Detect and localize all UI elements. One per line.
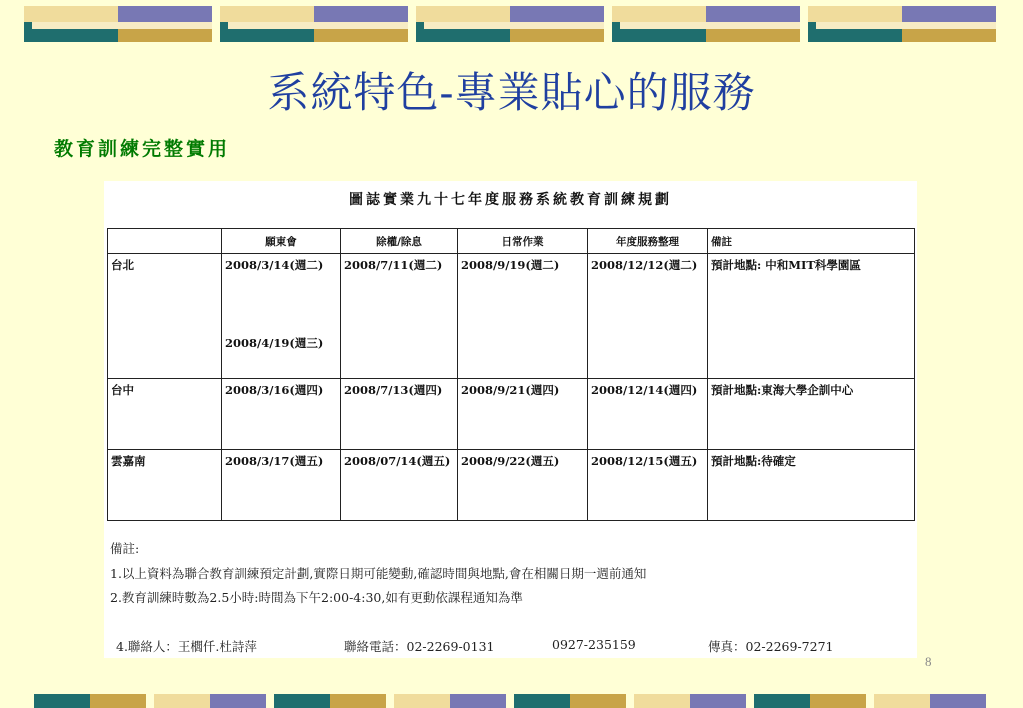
table-row [108,379,915,450]
column-header: 願東會 [222,229,341,254]
note-cell: 預計地點:東海大學企訓中心 [708,379,915,450]
column-header: 日常作業 [458,229,588,254]
date-cell: 2008/12/14(週四) [588,379,708,450]
note-line-2: 2.教育訓練時數為2.5小時:時間為下午2:00-4:30,如有更動依課程通知為準 [110,590,523,605]
date-cell: 2008/3/16(週四) [222,379,341,450]
note-cell: 預計地點:待確定 [708,450,915,521]
deco-block-5 [808,6,996,42]
date-cell [222,254,341,379]
deco-block-4 [612,6,800,42]
table-row [108,450,915,521]
date-cell: 2008/07/14(週五) [341,450,458,521]
training-schedule-panel [104,181,917,658]
date-cell: 2008/12/12(週二) [588,254,708,379]
date-cell: 2008/7/13(週四) [341,379,458,450]
slide-subtitle: 教育訓練完整實用 [54,138,231,160]
bottom-decorative-bars [0,694,1023,708]
deco-block-3 [416,6,604,42]
date-cell: 2008/3/17(週五) [222,450,341,521]
contact-person: 4.聯絡人：王櫚仟.杜詩萍 [116,639,257,654]
note-line-1: 1.以上資料為聯合教育訓練預定計劃,實際日期可能變動,確認時間與地點,會在相關日期一週前通知 [110,566,647,581]
date-cell: 2008/9/19(週二) [458,254,588,379]
schedule-title: 圖誌實業九十七年度服務系統教育訓練規劃 [349,192,672,208]
column-header: 年度服務整理 [588,229,708,254]
schedule-table [107,228,915,521]
date-text: 2008/3/14(週二) [225,258,324,272]
deco-block-2 [220,6,408,42]
table-header-row [108,229,915,254]
region-cell: 台中 [108,379,222,450]
slide-title: 系統特色-專業貼心的服務 [267,68,756,117]
region-cell: 台北 [108,254,222,379]
column-header [108,229,222,254]
date-cell: 2008/7/11(週二) [341,254,458,379]
notes-header: 備註: [110,541,140,556]
column-header: 備註 [708,229,915,254]
note-cell: 預計地點: 中和MIT科學園區 [708,254,915,379]
date-cell: 2008/12/15(週五) [588,450,708,521]
region-cell: 雲嘉南 [108,450,222,521]
page-number: 8 [925,654,932,669]
date-cell: 2008/9/22(週五) [458,450,588,521]
column-header: 除權/除息 [341,229,458,254]
table-row [108,254,915,379]
contact-fax: 傳真：02-2269-7271 [708,639,834,654]
date-cell: 2008/9/21(週四) [458,379,588,450]
deco-block-1 [24,6,212,42]
contact-phone: 聯絡電話：02-2269-0131 [344,639,495,654]
date-text: 2008/4/19(週三) [225,336,324,350]
top-decorative-bars [0,6,1023,44]
contact-mobile: 0927-235159 [552,637,636,652]
